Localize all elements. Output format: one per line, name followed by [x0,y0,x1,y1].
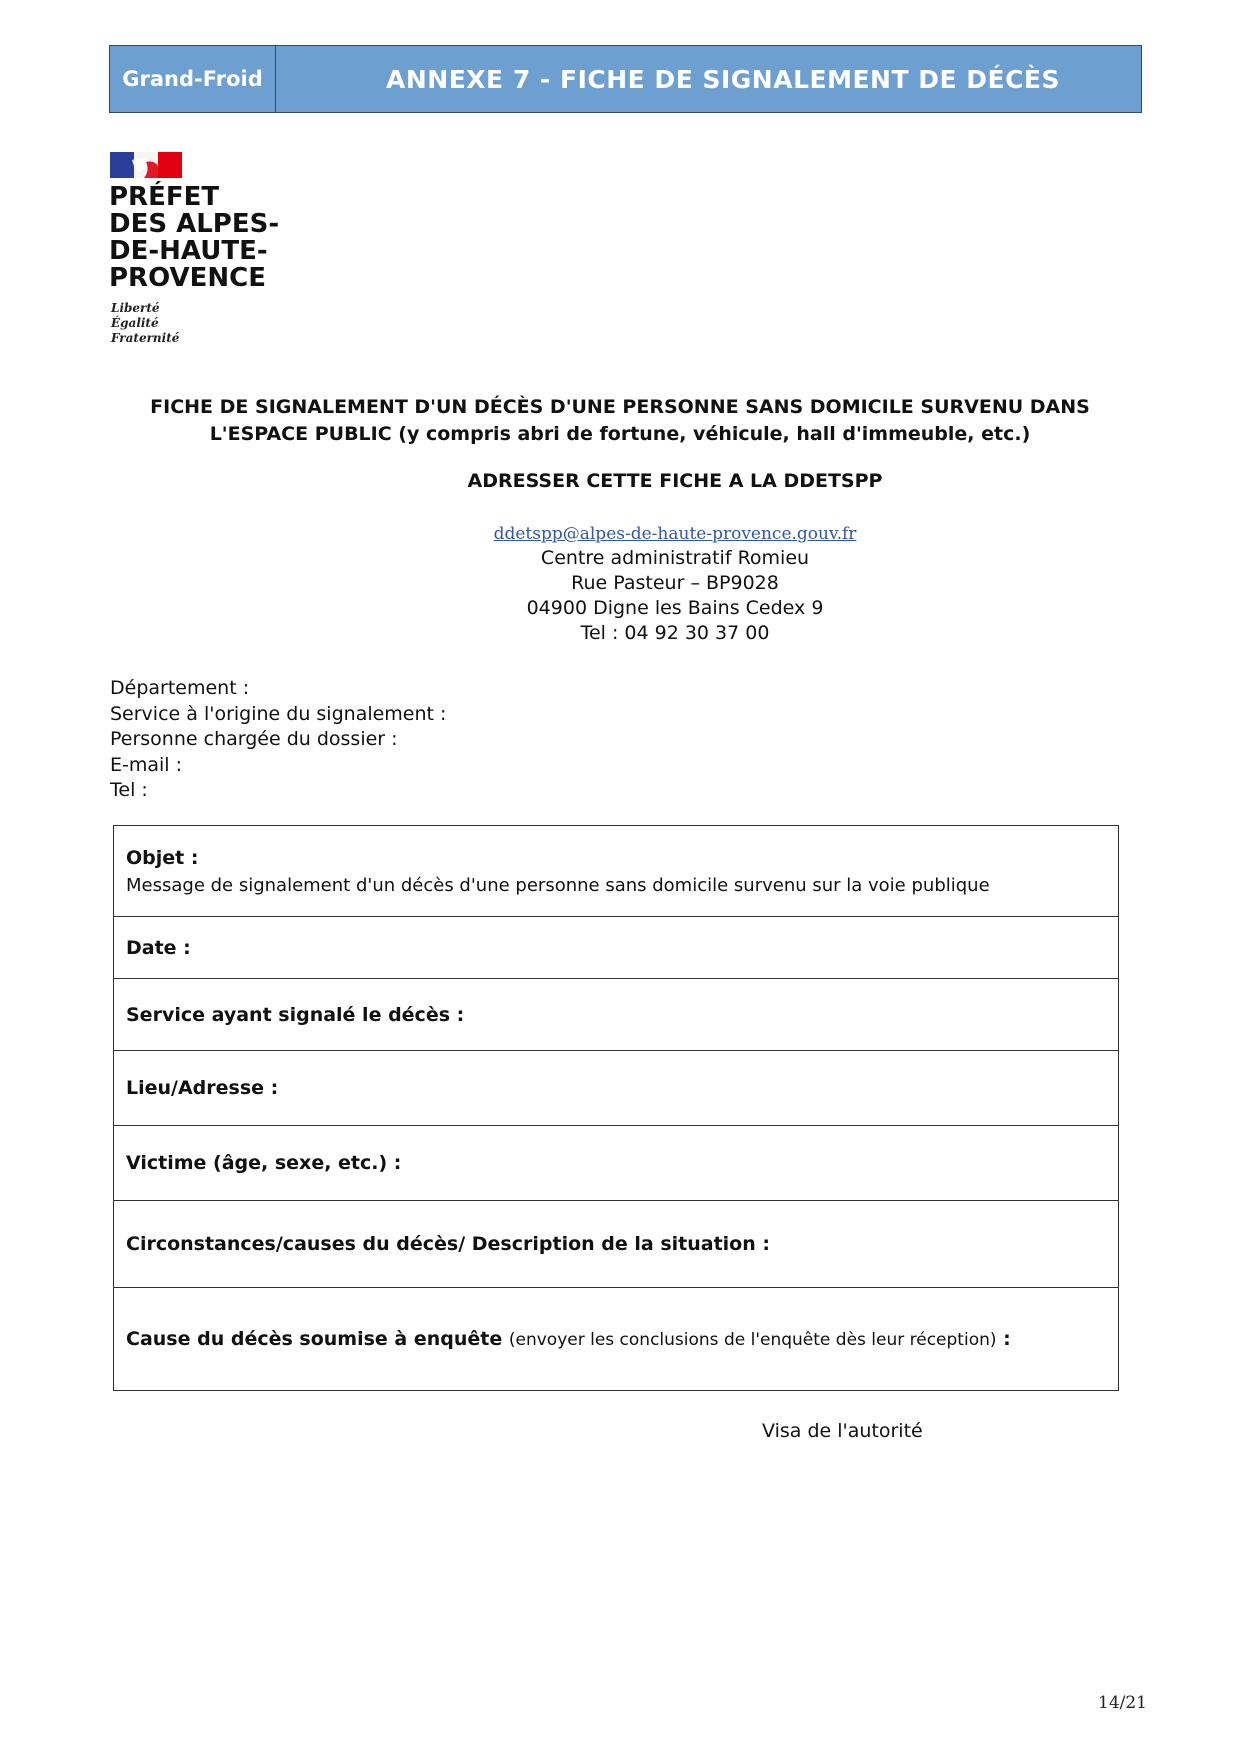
circonstances-label: Circonstances/causes du décès/ Description de la situation : [126,1233,770,1255]
victime-label: Victime (âge, sexe, etc.) : [126,1152,402,1174]
field-email: E-mail : [110,753,183,776]
form-row-lieu[interactable] [114,1051,1118,1126]
lieu-label: Lieu/Adresse : [126,1077,279,1099]
objet-label: Objet : [126,846,199,869]
devise-line: Égalité [111,316,159,330]
contact-address [440,546,910,646]
form-title-line: FICHE DE SIGNALEMENT D'UN DÉCÈS D'UNE PERSONNE SANS DOMICILE SURVENU DANS [150,396,1090,418]
visa-autorite: Visa de l'autorité [762,1420,923,1442]
contact-email-link[interactable]: ddetspp@alpes-de-haute-provence.gouv.fr [493,524,857,544]
form-row-objet [114,826,1118,917]
form-row-cause-enquete[interactable] [114,1288,1118,1390]
field-tel: Tel : [110,779,148,801]
address-line: Centre administratif Romieu [540,547,810,569]
prefecture-logo-text [109,184,279,292]
report-form-table [113,825,1119,1391]
send-to-heading: ADRESSER CETTE FICHE A LA DDETSPP [467,470,883,492]
logo-line: DE-HAUTE- [109,236,268,266]
field-service-origine: Service à l'origine du signalement : [110,702,447,725]
devise-line: Fraternité [111,331,180,345]
cause-enquete-title: Cause du décès soumise à enquête [126,1328,503,1350]
form-title-line: L'ESPACE PUBLIC (y compris abri de fortune, véhicule, hall d'immeuble, etc.) [209,423,1031,445]
form-row-date[interactable] [114,917,1118,979]
field-personne-chargee: Personne chargée du dossier : [110,728,398,750]
form-row-service[interactable] [114,979,1118,1051]
devise-line: Liberté [111,301,160,315]
logo-line: PRÉFET [109,182,220,212]
logo-line: PROVENCE [109,263,266,293]
marianne-flag-icon [110,152,182,178]
header-banner [109,45,1142,113]
address-line: 04900 Digne les Bains Cedex 9 [526,597,824,619]
date-label: Date : [126,936,191,959]
sender-fields [110,676,446,804]
banner-label: Grand-Froid [110,46,276,112]
field-departement: Département : [110,677,250,699]
address-line: Tel : 04 92 30 37 00 [580,622,770,644]
objet-text: Message de signalement d'un décès d'une personne sans domicile survenu sur la voie publique [126,874,990,896]
logo-line: DES ALPES- [109,209,280,239]
form-row-victime[interactable] [114,1126,1118,1201]
form-row-circonstances[interactable] [114,1201,1118,1288]
form-title [140,394,1100,448]
service-label: Service ayant signalé le décès : [126,1003,465,1026]
address-line: Rue Pasteur – BP9028 [571,572,779,594]
cause-enquete-colon: : [996,1328,1011,1350]
cause-enquete-label [126,1328,1011,1350]
cause-enquete-note: (envoyer les conclusions de l'enquête dès leur réception) [508,1330,997,1350]
page-number: 14/21 [1098,1693,1147,1713]
banner-title: ANNEXE 7 - FICHE DE SIGNALEMENT DE DÉCÈS [386,64,1061,94]
devise [111,301,179,346]
